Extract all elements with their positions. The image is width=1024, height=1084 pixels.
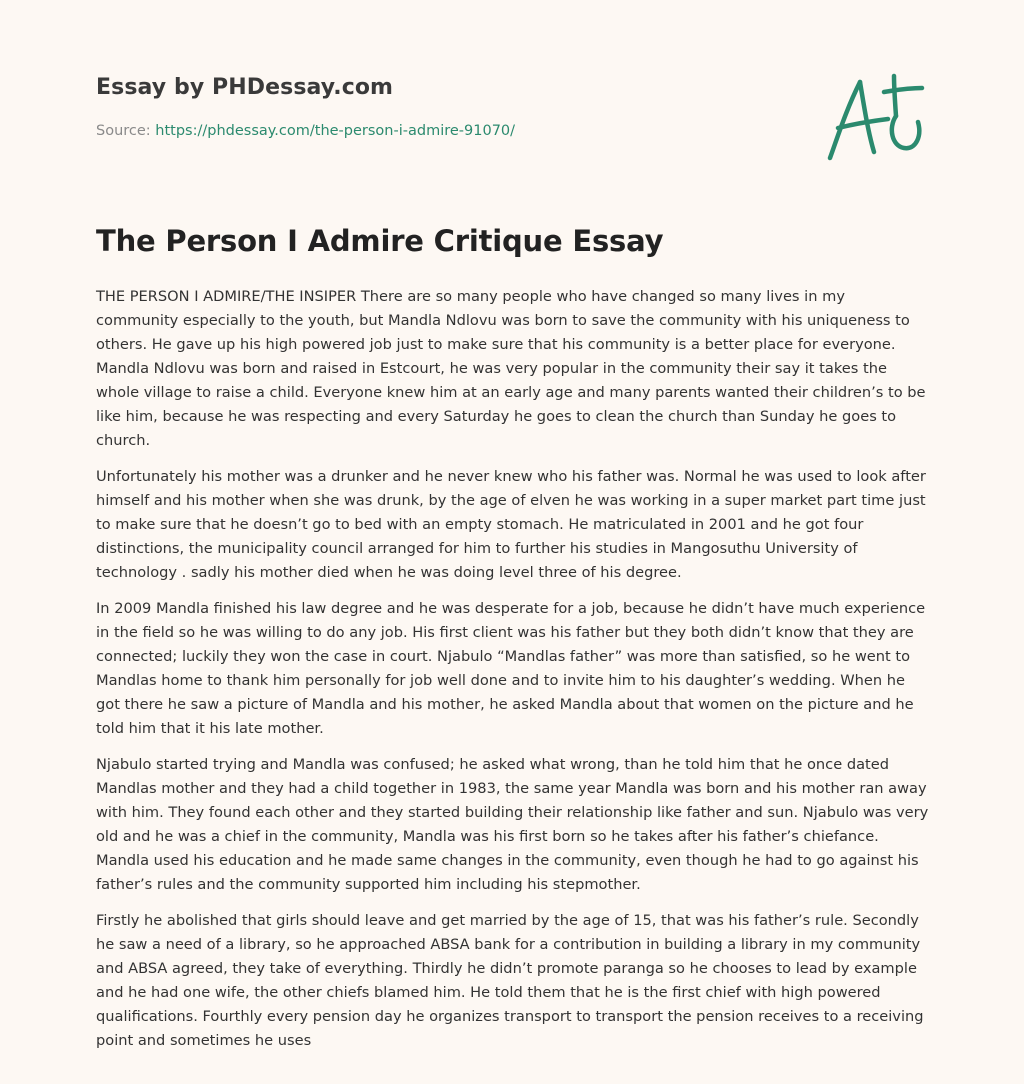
a-plus-logo-icon <box>822 66 930 166</box>
essay-title: The Person I Admire Critique Essay <box>96 224 664 258</box>
site-brand: Essay by PHDessay.com <box>96 75 394 100</box>
essay-paragraph: In 2009 Mandla finished his law degree and he was desperate for a job, because he didn’t have much experience in the field so he was willing to do any job. His first client was his father but they both didn’t know that they are connected; luckily they won the case in court. Njabulo “Mandlas father” was more than satisfied, so he went to Mandlas home to thank him personally for job well done and to invite him to his daughter’s wedding. When he got there he saw a picture of Mandla and his mother, he asked Mandla about that women on the picture and he told him that it his late mother. <box>96 600 926 737</box>
source-link[interactable]: https://phdessay.com/the-person-i-admire-91070/ <box>155 123 516 139</box>
essay-paragraph: THE PERSON I ADMIRE/THE INSIPER There are so many people who have changed so many lives in my community especially to the youth, but Mandla Ndlovu was born to save the community with his uniqueness to others. He gave up his high powered job just to make sure that his community is a better place for everyone. Mandla Ndlovu was born and raised in Estcourt, he was very popular in the community their say it takes the whole village to raise a child. Everyone knew him at an early age and many parents wanted their children’s to be like him, because he was respecting and every Saturday he goes to clean the church than Sunday he goes to church. <box>96 288 926 449</box>
essay-paragraph: Njabulo started trying and Mandla was confused; he asked what wrong, than he told him that he once dated Mandlas mother and they had a child together in 1983, the same year Mandla was born and his mother ran away with him. They found each other and they started building their relationship like father and sun. Njabulo was very old and he was a chief in the community, Mandla was his first born so he takes after his father’s chiefance. Mandla used his education and he made same changes in the community, even though he had to go against his father’s rules and the community supported him including his stepmother. <box>96 756 929 893</box>
source-line <box>96 123 515 139</box>
essay-paragraph: Firstly he abolished that girls should leave and get married by the age of 15, that was his father’s rule. Secondly he saw a need of a library, so he approached ABSA bank for a contribution in building a library in my community and ABSA agreed, they take of everything. Thirdly he didn’t promote paranga so he chooses to lead by example and he had one wife, the other chiefs blamed him. He told them that he is the first chief with high powered qualifications. Fourthly every pension day he organizes transport to transport the pension receives to a receiving point and sometimes he uses <box>96 912 924 1049</box>
source-label: Source: <box>96 123 156 139</box>
essay-paragraph: Unfortunately his mother was a drunker and he never knew who his father was. Normal he was used to look after himself and his mother when she was drunk, by the age of elven he was working in a super market part time just to make sure that he doesn’t go to bed with an empty stomach. He matriculated in 2001 and he got four distinctions, the municipality council arranged for him to further his studies in Mangosuthu University of technology . sadly his mother died when he was doing level three of his degree. <box>96 468 926 581</box>
essay-body <box>96 285 930 1065</box>
